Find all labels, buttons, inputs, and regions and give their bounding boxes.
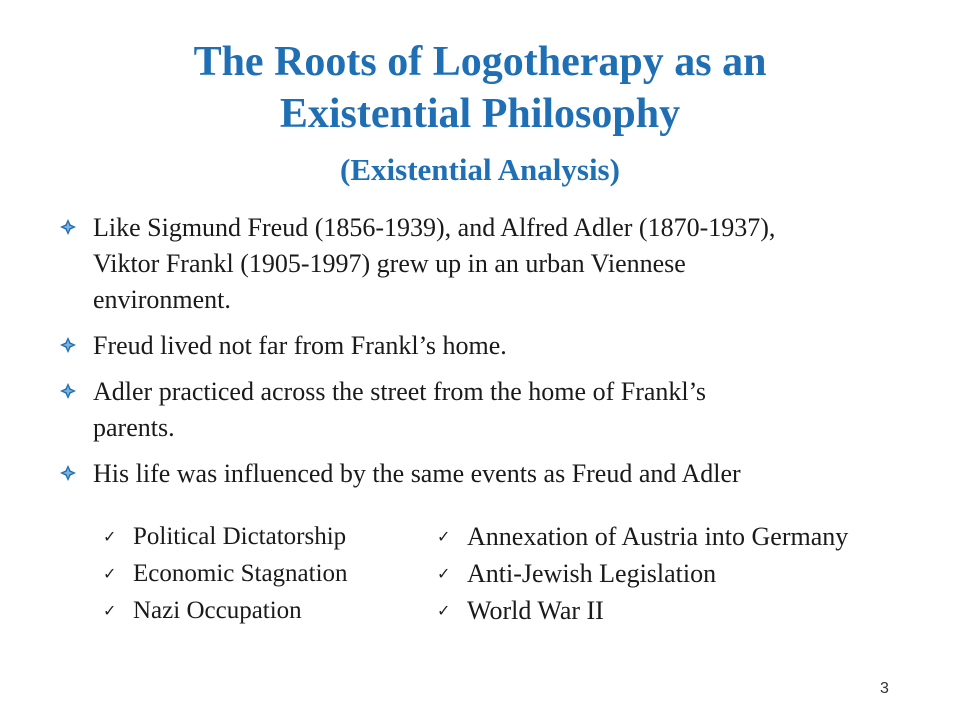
slide-subtitle: (Existential Analysis) <box>340 152 620 187</box>
event-item <box>103 592 348 629</box>
bullet-line: environment. <box>93 285 231 314</box>
bullet-item <box>60 374 930 446</box>
four-petal-diamond-bullet-icon <box>60 219 76 235</box>
bullet-line: parents. <box>93 413 175 442</box>
bullet-line: Like Sigmund Freud (1856-1939), and Alfred Adler (1870-1937), <box>93 213 776 242</box>
checkmark-icon: ✓ <box>103 601 117 620</box>
bullet-line: Freud lived not far from Frankl’s home. <box>93 331 507 360</box>
bullet-line: Viktor Frankl (1905-1997) grew up in an urban Viennese <box>93 249 686 278</box>
event-item <box>103 518 348 555</box>
four-petal-diamond-bullet-icon <box>60 383 76 399</box>
checkmark-icon: ✓ <box>437 527 451 546</box>
bullet-line: Adler practiced across the street from the home of Frankl’s <box>93 377 706 406</box>
checkmark-icon: ✓ <box>437 601 451 620</box>
event-label: Political Dictatorship <box>133 523 347 550</box>
event-label: Anti-Jewish Legislation <box>467 559 717 588</box>
bullet-line: His life was influenced by the same events as Freud and Adler <box>93 459 741 488</box>
event-label: Economic Stagnation <box>133 560 348 587</box>
event-label: Nazi Occupation <box>133 597 302 624</box>
bullet-item <box>60 456 930 492</box>
events-list-right <box>437 518 848 629</box>
four-petal-diamond-bullet-icon <box>60 465 76 481</box>
slide-title <box>0 36 960 140</box>
bullet-list <box>60 210 930 502</box>
event-item <box>103 555 348 592</box>
checkmark-icon: ✓ <box>103 527 117 546</box>
event-item <box>437 592 848 629</box>
checkmark-icon: ✓ <box>437 564 451 583</box>
bullet-item <box>60 328 930 364</box>
event-item <box>437 518 848 555</box>
slide-title-line-1: The Roots of Logotherapy as an <box>193 39 767 85</box>
events-list-left <box>103 518 348 629</box>
page-number: 3 <box>880 680 889 697</box>
bullet-item <box>60 210 930 318</box>
checkmark-icon: ✓ <box>103 564 117 583</box>
event-label: World War II <box>467 596 604 625</box>
slide-title-line-2: Existential Philosophy <box>279 91 681 137</box>
event-label: Annexation of Austria into Germany <box>467 522 849 551</box>
four-petal-diamond-bullet-icon <box>60 337 76 353</box>
event-item <box>437 555 848 592</box>
